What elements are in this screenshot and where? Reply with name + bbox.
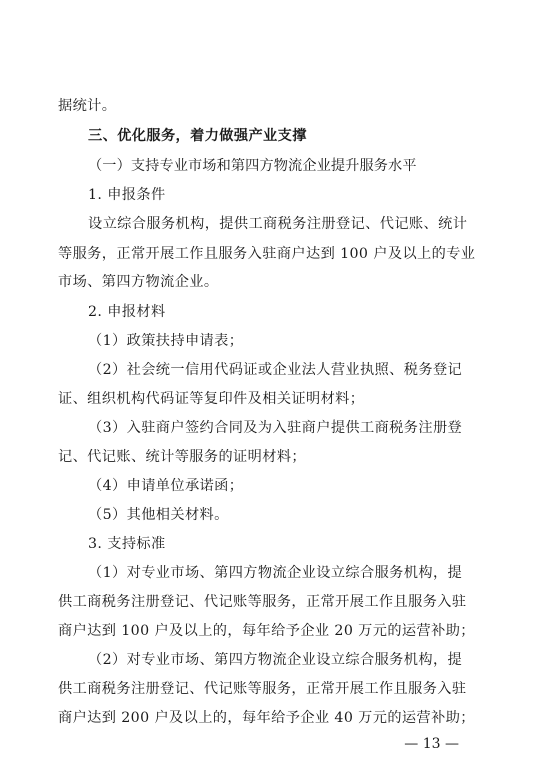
text-line: 供工商税务注册登记、代记账等服务，正常开展工作且服务入驻 (58, 681, 467, 697)
item-heading: 1. 申报条件 (88, 187, 166, 203)
text-line: 市场、第四方物流企业。 (58, 274, 219, 290)
item-heading: 3. 支持标准 (88, 536, 166, 552)
list-item: （4）申请单位承诺函； (88, 478, 244, 494)
list-item: （1）政策扶持申请表； (88, 333, 244, 349)
item-heading: 2. 申报材料 (88, 304, 166, 320)
text-line: 证、组织机构代码证等复印件及相关证明材料； (58, 391, 365, 407)
list-item: （5）其他相关材料。 (88, 507, 229, 523)
page-number: — 13 — (404, 736, 459, 752)
list-item: （1）对专业市场、第四方物流企业设立综合服务机构，提 (88, 565, 463, 581)
list-item: （2）对专业市场、第四方物流企业设立综合服务机构，提 (88, 652, 463, 668)
subsection-heading: （一）支持专业市场和第四方物流企业提升服务水平 (88, 158, 417, 174)
list-item: （2）社会统一信用代码证或企业法人营业执照、税务登记 (88, 362, 463, 378)
text-line: 设立综合服务机构，提供工商税务注册登记、代记账、统计 (88, 216, 468, 232)
text-line: 据统计。 (58, 98, 117, 114)
text-line: 商户达到 200 户及以上的，每年给予企业 40 万元的运营补助； (58, 710, 475, 726)
text-line: 供工商税务注册登记、代记账等服务，正常开展工作且服务入驻 (58, 594, 467, 610)
list-item: （3）入驻商户签约合同及为入驻商户提供工商税务注册登 (88, 420, 463, 436)
text-line: 等服务，正常开展工作且服务入驻商户达到 100 户及以上的专业 (58, 246, 476, 262)
text-line: 商户达到 100 户及以上的，每年给予企业 20 万元的运营补助； (58, 623, 475, 639)
section-heading: 三、优化服务，着力做强产业支撑 (88, 128, 307, 144)
text-line: 记、代记账、统计等服务的证明材料； (58, 449, 306, 465)
